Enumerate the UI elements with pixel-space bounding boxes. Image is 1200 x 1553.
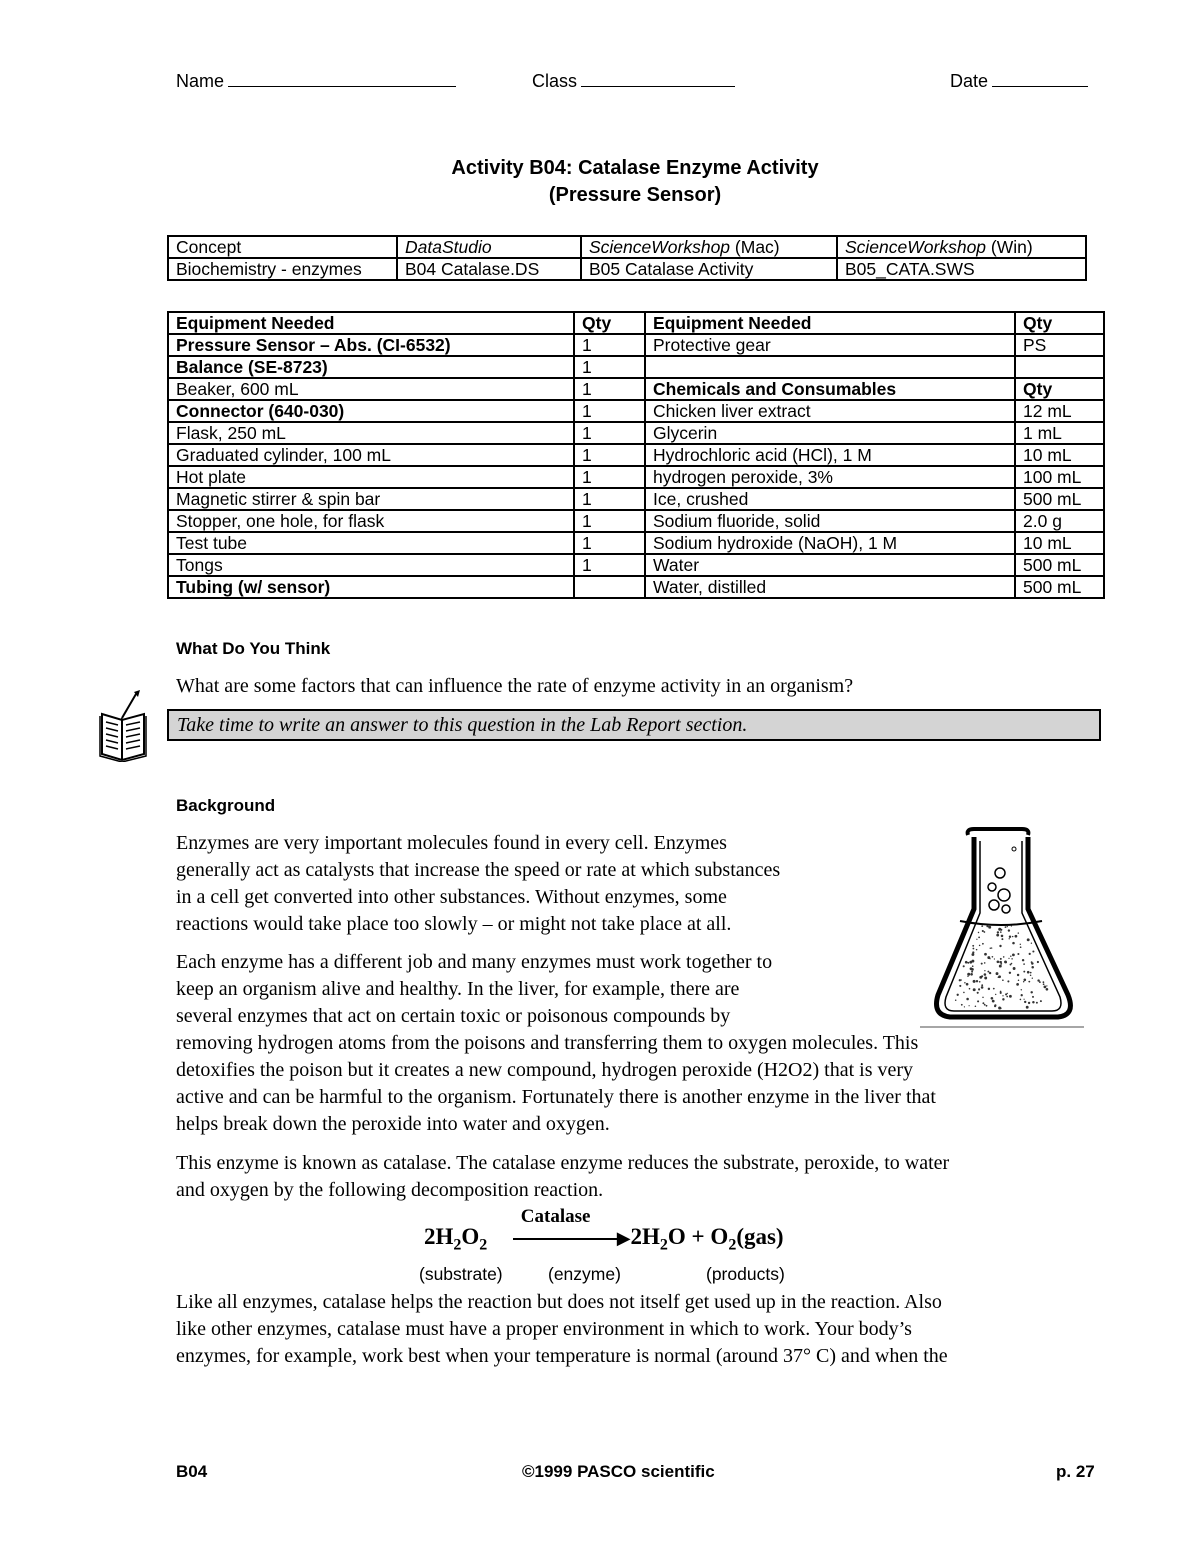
flask-speckle — [967, 973, 970, 976]
flask-speckle — [1000, 958, 1002, 960]
equipment-table-header — [168, 312, 1104, 334]
software-table-row — [168, 258, 1086, 280]
flask-speckle — [1009, 972, 1011, 974]
table-row — [168, 554, 1104, 576]
equipment-qty: 2.0 g — [1015, 510, 1104, 532]
equipment-header-right: Equipment Needed — [645, 312, 1015, 334]
flask-speckle — [972, 965, 974, 967]
flask-speckle — [977, 1000, 979, 1002]
background-heading: Background — [176, 796, 276, 815]
flask-speckle — [1005, 926, 1007, 928]
equipment-qty: 1 — [574, 554, 645, 576]
equipment-item: hydrogen peroxide, 3% — [645, 466, 1015, 488]
flask-speckle — [997, 931, 999, 933]
equipment-item: Tongs — [168, 554, 574, 576]
flask-speckle — [1009, 995, 1012, 998]
table-row — [168, 510, 1104, 532]
flask-speckle — [959, 979, 961, 981]
flask-speckle — [967, 962, 969, 964]
think-question: What are some factors that can influence the rate of enzyme activity in an organism? — [176, 675, 854, 697]
flask-speckle — [1018, 980, 1020, 982]
equipment-qty: 12 mL — [1015, 400, 1104, 422]
paragraph-line: active and can be harmful to the organism. Fortunately there is another enzyme in the liver that — [176, 1086, 936, 1108]
flask-speckle — [975, 1006, 977, 1008]
flask-speckle — [1008, 929, 1010, 931]
equipment-qty: 1 — [574, 356, 645, 378]
paragraph-line: Enzymes are very important molecules found in every cell. Enzymes — [176, 832, 727, 854]
flask-speckle — [957, 994, 959, 996]
flask-speckle — [978, 988, 980, 990]
flask-speckle — [1032, 1001, 1034, 1003]
date-blank-line — [992, 70, 1088, 87]
table-row — [168, 334, 1104, 356]
flask-speckle — [999, 945, 1001, 947]
equipment-qty: PS — [1015, 334, 1104, 356]
catalyst-label: Catalase — [520, 1206, 591, 1227]
paragraph-line: Each enzyme has a different job and many enzymes must work together to — [176, 951, 773, 973]
flask-speckle — [978, 937, 980, 939]
flask-speckle — [1031, 962, 1033, 964]
qty-header-left: Qty — [574, 312, 645, 334]
flask-speckle — [969, 1005, 970, 1006]
flask-speckle — [982, 1002, 984, 1004]
flask-speckle — [1000, 929, 1002, 931]
flask-speckle — [1046, 985, 1047, 986]
flask-speckle — [1009, 936, 1011, 938]
flask-speckle — [984, 973, 987, 976]
paragraph-line: reactions would take place too slowly – or might not take place at all. — [176, 913, 732, 935]
cell-sw-win: B05_CATA.SWS — [837, 258, 1086, 280]
name-blank-line — [228, 70, 456, 87]
flask-speckle — [1037, 961, 1039, 963]
flask-speckle — [971, 960, 974, 963]
flask-speckle — [988, 926, 991, 929]
flask-speckle — [963, 965, 965, 967]
flask-speckle — [1012, 936, 1013, 937]
flask-speckle — [1011, 958, 1012, 959]
flask-speckle — [981, 963, 983, 965]
equipment-item: Connector (640-030) — [168, 400, 574, 422]
flask-speckle — [1020, 999, 1022, 1001]
col-sw-win: ScienceWorkshop (Win) — [837, 236, 1086, 258]
reaction-arrow — [513, 1206, 631, 1250]
equipment-qty: 10 mL — [1015, 444, 1104, 466]
flask-speckle — [1011, 925, 1012, 926]
paragraph-line: generally act as catalysts that increase the speed or rate at which substances — [176, 859, 781, 881]
flask-speckle — [1028, 981, 1030, 983]
flask-speckle — [971, 971, 973, 973]
reactant-formula: $2H_2O_2$ — [424, 1224, 488, 1254]
flask-speckle — [1018, 932, 1019, 933]
flask-speckle — [1030, 972, 1032, 974]
flask-speckle — [984, 977, 987, 980]
equipment-qty: 1 — [574, 532, 645, 554]
flask-speckle — [1027, 938, 1030, 941]
flask-speckle — [973, 980, 976, 983]
flask-speckle — [981, 925, 983, 927]
flask-speckle — [1007, 980, 1009, 982]
flask-speckle — [970, 967, 973, 970]
flask-speckle — [987, 956, 990, 959]
flask-speckle — [992, 956, 994, 958]
equipment-qty: 1 — [574, 510, 645, 532]
equipment-qty: 1 mL — [1015, 422, 1104, 444]
background-paragraph-2 — [176, 949, 936, 1138]
flask-speckle — [1039, 981, 1041, 983]
notebook-pencil-icon — [98, 688, 150, 762]
lab-report-note: Take time to write an answer to this question in the Lab Report section. — [167, 709, 1101, 741]
flask-speckle — [1028, 1002, 1030, 1004]
flask-speckle — [978, 932, 979, 933]
date-label: Date — [950, 71, 989, 91]
paragraph-line: several enzymes that act on certain toxic or poisonous compounds by — [176, 1005, 731, 1027]
flask-speckle — [1029, 953, 1031, 955]
paragraph-line: enzymes, for example, work best when your temperature is normal (around 37° C) and when the — [176, 1345, 948, 1367]
flask-speckle — [984, 931, 986, 933]
table-row — [168, 466, 1104, 488]
flask-speckle — [1002, 995, 1003, 996]
equipment-item: Sodium fluoride, solid — [645, 510, 1015, 532]
paragraph-line: Like all enzymes, catalase helps the reaction but does not itself get used up in the reaction. Also — [176, 1291, 942, 1313]
flask-speckle — [984, 962, 986, 964]
flask-speckle — [989, 972, 991, 974]
paragraph-line: and oxygen by the following decomposition reaction. — [176, 1179, 604, 1201]
background-paragraph-1 — [176, 830, 780, 938]
name-label: Name — [176, 71, 225, 91]
equipment-qty: 500 mL — [1015, 576, 1104, 598]
page-title — [0, 155, 1200, 209]
flask-speckle — [1031, 943, 1032, 944]
flask-speckle — [1023, 963, 1025, 965]
flask-speckle — [990, 947, 991, 948]
software-table-header — [168, 236, 1086, 258]
name-field — [176, 70, 456, 92]
flask-speckle — [998, 977, 1000, 979]
chemicals-header: Chemicals and Consumables — [645, 378, 1015, 400]
flask-speckle — [1044, 986, 1047, 989]
flask-speckle — [972, 951, 974, 953]
cell-concept: Biochemistry - enzymes — [168, 258, 397, 280]
equipment-qty: 1 — [574, 444, 645, 466]
flask-speckle — [977, 992, 979, 994]
label-enzyme: (enzyme) — [548, 1264, 621, 1284]
flask-speckle — [955, 1000, 956, 1001]
flask-speckle — [973, 988, 976, 991]
flask-speckle — [1002, 998, 1004, 1000]
flask-speckle — [1001, 938, 1003, 940]
equipment-item: Stopper, one hole, for flask — [168, 510, 574, 532]
flask-speckle — [1026, 1006, 1029, 1009]
table-row — [168, 378, 1104, 400]
flask-speckle — [964, 982, 966, 984]
flask-speckle — [994, 1005, 996, 1007]
equipment-item: Hot plate — [168, 466, 574, 488]
flask-speckle — [970, 973, 973, 976]
equipment-item: Balance (SE-8723) — [168, 356, 574, 378]
equipment-qty: 500 mL — [1015, 488, 1104, 510]
flask-speckle — [1046, 988, 1049, 991]
flask-speckle — [976, 939, 977, 940]
title-line-1: Activity B04: Catalase Enzyme Activity — [451, 157, 819, 179]
col-concept: Concept — [168, 236, 397, 258]
equipment-qty: 1 — [574, 378, 645, 400]
footer-page-number: p. 27 — [1056, 1462, 1095, 1481]
flask-speckle — [1024, 1001, 1026, 1003]
equipment-item: Hydrochloric acid (HCl), 1 M — [645, 444, 1015, 466]
flask-speckle — [1024, 979, 1027, 982]
cell-datastudio: B04 Catalase.DS — [397, 258, 581, 280]
equipment-qty: 100 mL — [1015, 466, 1104, 488]
flask-speckle — [972, 945, 974, 947]
paragraph-line: removing hydrogen atoms from the poisons and transferring them to oxygen molecules. This — [176, 1032, 919, 1054]
flask-speckle — [1011, 963, 1012, 964]
flask-speckle — [963, 992, 965, 994]
flask-speckle — [1013, 967, 1016, 970]
flask-speckle — [992, 1000, 995, 1003]
table-row — [168, 422, 1104, 444]
flask-speckle — [1032, 996, 1034, 998]
flask-speckle — [964, 1006, 965, 1007]
table-row — [168, 400, 1104, 422]
flask-speckle — [984, 970, 985, 971]
think-heading: What Do You Think — [176, 639, 331, 658]
flask-speckle — [987, 971, 989, 973]
equipment-item: Beaker, 600 mL — [168, 378, 574, 400]
flask-speckle — [969, 988, 971, 990]
paragraph-line: like other enzymes, catalase must have a proper environment in which to work. Your body’s — [176, 1318, 912, 1340]
flask-speckle — [1032, 978, 1033, 979]
flask-speckle — [982, 930, 984, 932]
flask-speckle — [991, 947, 992, 948]
flask-speckle — [1012, 942, 1015, 945]
flask-speckle — [1010, 955, 1011, 956]
flask-speckle — [972, 948, 974, 950]
equipment-item: Tubing (w/ sensor) — [168, 576, 574, 598]
flask-speckle — [1003, 956, 1005, 958]
table-row — [168, 356, 1104, 378]
flask-speckle — [961, 1004, 963, 1006]
flask-speckle — [965, 961, 968, 964]
col-sw-mac: ScienceWorkshop (Mac) — [581, 236, 837, 258]
footer-activity-code: B04 — [176, 1462, 208, 1481]
flask-speckle — [1040, 1000, 1042, 1002]
equipment-qty: 1 — [574, 400, 645, 422]
footer-copyright: ©1999 PASCO scientific — [522, 1462, 715, 1481]
flask-speckle — [984, 953, 987, 956]
flask-speckle — [1030, 991, 1032, 993]
flask-speckle — [959, 985, 961, 987]
software-table — [167, 235, 1087, 281]
paragraph-line: keep an organism alive and healthy. In the liver, for example, there are — [176, 978, 740, 1000]
flask-speckle — [979, 945, 981, 947]
equipment-qty: 10 mL — [1015, 532, 1104, 554]
equipment-table — [167, 311, 1105, 599]
flask-speckle — [966, 998, 969, 1001]
erlenmeyer-flask-illustration — [918, 825, 1086, 1030]
equipment-item: Pressure Sensor – Abs. (CI-6532) — [168, 334, 574, 356]
flask-speckle — [998, 1007, 1001, 1010]
product-formula: $2H_2O + O_2(gas)$ — [630, 1224, 784, 1254]
flask-speckle — [1030, 975, 1032, 977]
flask-speckle — [1020, 946, 1022, 948]
flask-speckle — [1043, 981, 1045, 983]
equipment-qty — [1015, 356, 1104, 378]
flask-speckle — [1023, 999, 1024, 1000]
flask-speckle — [1006, 996, 1008, 998]
flask-speckle — [1023, 971, 1025, 973]
flask-speckle — [984, 1004, 986, 1006]
equipment-item: Glycerin — [645, 422, 1015, 444]
flask-speckle — [995, 994, 996, 995]
flask-speckle — [1036, 1002, 1038, 1004]
equipment-item: Chicken liver extract — [645, 400, 1015, 422]
flask-speckle — [1000, 991, 1002, 993]
equipment-qty: 1 — [574, 466, 645, 488]
flask-speckle — [981, 986, 984, 989]
equipment-item: Magnetic stirrer & spin bar — [168, 488, 574, 510]
flask-speckle — [1027, 971, 1030, 974]
flask-speckle — [1021, 989, 1022, 990]
flask-speckle — [976, 980, 978, 982]
label-substrate: (substrate) — [419, 1264, 503, 1284]
flask-speckle — [991, 997, 994, 1000]
flask-speckle — [981, 984, 983, 986]
flask-speckle — [1031, 966, 1034, 969]
flask-speckle — [1000, 931, 1002, 933]
class-label: Class — [532, 71, 578, 91]
arrow-head: ▶ — [616, 1228, 631, 1248]
flask-speckle — [966, 983, 969, 986]
paragraph-line: detoxifies the poison but it creates a new compound, hydrogen peroxide (H2O2) that is very — [176, 1059, 914, 1081]
paragraph-line: This enzyme is known as catalase. The catalase enzyme reduces the substrate, peroxide, to water — [176, 1152, 950, 1174]
flask-speckle — [1021, 994, 1023, 996]
class-field — [532, 70, 735, 92]
chemicals-qty-header: Qty — [1015, 378, 1104, 400]
equipment-header-left: Equipment Needed — [168, 312, 574, 334]
flask-speckle — [1017, 953, 1019, 955]
flask-speckle — [1007, 993, 1008, 994]
equipment-item — [645, 356, 1015, 378]
qty-header-right: Qty — [1015, 312, 1104, 334]
flask-speckle — [1023, 981, 1024, 982]
arrow-shaft — [513, 1238, 617, 1240]
equipment-item: Flask, 250 mL — [168, 422, 574, 444]
title-line-2: (Pressure Sensor) — [548, 184, 722, 206]
flask-speckle — [1007, 926, 1008, 927]
flask-speckle — [996, 972, 999, 975]
flask-speckle — [986, 1005, 988, 1007]
equipment-item: Sodium hydroxide (NaOH), 1 M — [645, 532, 1015, 554]
flask-speckle — [994, 958, 995, 959]
equipment-item: Protective gear — [645, 334, 1015, 356]
flask-speckle — [1008, 958, 1009, 959]
flask-speckle — [999, 965, 1002, 968]
flask-speckle — [976, 949, 978, 951]
paragraph-line: helps break down the peroxide into water and oxygen. — [176, 1113, 610, 1135]
flask-speckle — [981, 975, 983, 977]
flask-speckle — [988, 988, 990, 990]
table-row — [168, 532, 1104, 554]
table-row — [168, 488, 1104, 510]
flask-speckle — [1009, 938, 1010, 939]
equipment-item: Graduated cylinder, 100 mL — [168, 444, 574, 466]
flask-speckle — [982, 943, 984, 945]
flask-speckle — [996, 934, 999, 937]
flask-speckle — [1022, 959, 1024, 961]
flask-speckle — [1002, 979, 1004, 981]
table-row — [168, 444, 1104, 466]
equipment-qty: 1 — [574, 334, 645, 356]
equipment-qty — [574, 576, 645, 598]
flask-speckle — [1017, 974, 1019, 976]
label-products: (products) — [706, 1264, 785, 1284]
equipment-item: Water — [645, 554, 1015, 576]
background-paragraph-3 — [176, 1150, 949, 1204]
background-paragraph-4 — [176, 1289, 948, 1370]
date-field — [950, 70, 1088, 92]
col-datastudio: DataStudio — [397, 236, 581, 258]
equipment-item: Test tube — [168, 532, 574, 554]
flask-speckle — [1032, 950, 1034, 952]
flask-speckle — [1020, 944, 1021, 945]
equipment-qty: 500 mL — [1015, 554, 1104, 576]
flask-speckle — [997, 960, 1000, 963]
flask-speckle — [1015, 935, 1018, 938]
flask-speckle — [979, 981, 981, 983]
equipment-qty: 1 — [574, 488, 645, 510]
flask-speckle — [982, 997, 983, 998]
flask-speckle — [1012, 954, 1015, 957]
flask-speckle — [967, 976, 968, 977]
equipment-item: Water, distilled — [645, 576, 1015, 598]
flask-speckle — [999, 961, 1002, 964]
equipment-qty: 1 — [574, 422, 645, 444]
flask-speckle — [1043, 983, 1045, 985]
paragraph-line: in a cell get converted into other substances. Without enzymes, some — [176, 886, 727, 908]
table-row — [168, 576, 1104, 598]
cell-sw-mac: B05 Catalase Activity — [581, 258, 837, 280]
class-blank-line — [581, 70, 735, 87]
flask-speckle — [1001, 935, 1004, 938]
flask-speckle — [1016, 983, 1019, 986]
equipment-item: Ice, crushed — [645, 488, 1015, 510]
flask-speckle — [1004, 960, 1007, 963]
decomposition-equation — [424, 1206, 784, 1255]
flask-speckle — [993, 988, 995, 990]
